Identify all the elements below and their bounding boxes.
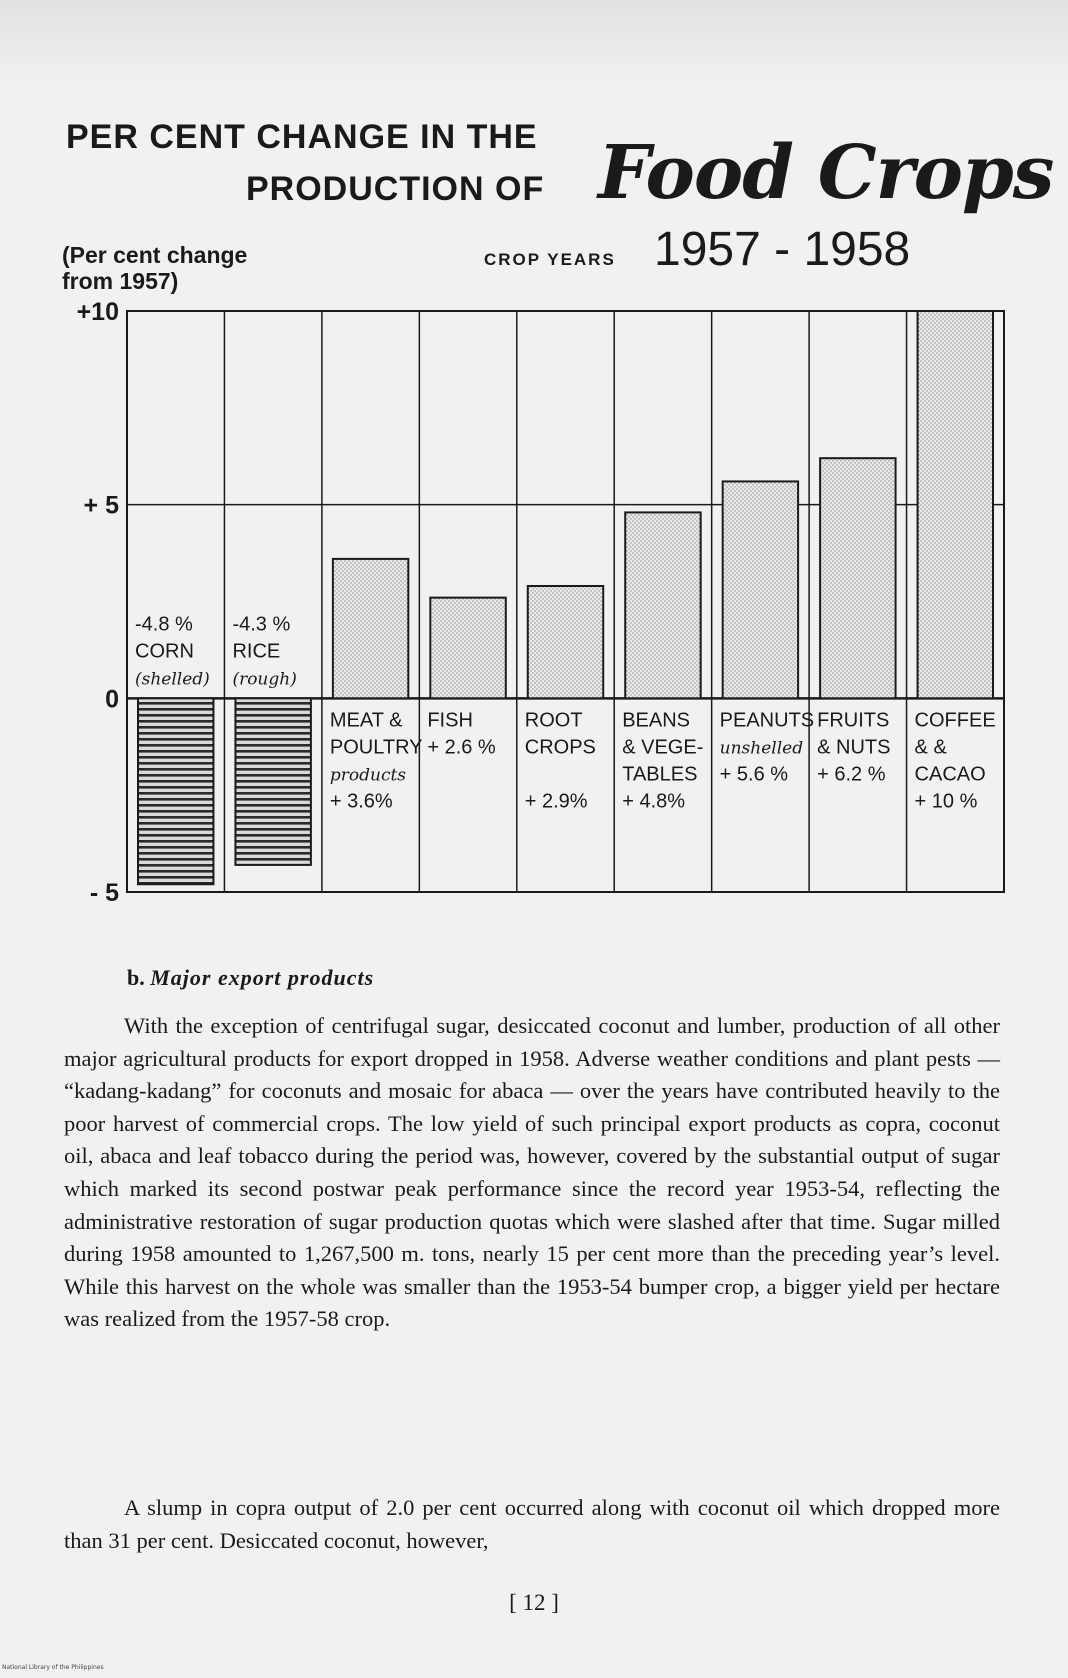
bar-7	[820, 458, 895, 698]
category-label-7-2: + 6.2 %	[817, 763, 886, 786]
section-heading	[127, 965, 374, 991]
category-label-3-1: + 2.6 %	[427, 736, 496, 759]
category-label-3-0: FISH	[427, 709, 473, 732]
section-letter: b.	[127, 965, 145, 990]
y-axis-label-line1: (Per cent change	[62, 242, 248, 268]
y-tick-label-1: + 5	[83, 491, 119, 520]
y-tick-label-0: +10	[76, 298, 119, 326]
category-label-2-3: + 3.6%	[329, 790, 393, 813]
chart-title-line1: PER CENT CHANGE IN THE	[66, 118, 538, 156]
category-label-1-1: RICE	[232, 640, 281, 663]
bar-5	[625, 512, 700, 698]
category-label-6-0: PEANUTS	[719, 709, 815, 732]
y-axis-label-line2: from 1957)	[62, 268, 179, 294]
category-label-8-1: & &	[914, 736, 947, 759]
category-label-0-1: CORN	[135, 640, 194, 663]
y-tick-label-3: - 5	[89, 879, 119, 907]
bar-6	[723, 481, 798, 698]
category-label-4-0: ROOT	[524, 709, 583, 732]
category-label-8-2: CACAO	[914, 763, 986, 786]
chart-ticks	[77, 298, 120, 907]
category-label-7-1: & NUTS	[817, 736, 891, 759]
category-label-1-2: (rough)	[232, 669, 297, 690]
chart-title-script: Food Crops	[598, 130, 1054, 216]
category-label-4-1: CROPS	[524, 736, 596, 759]
bar-1	[235, 698, 310, 865]
category-label-6-1: unshelled	[719, 738, 804, 759]
footer-note: National Library of the Philippines	[2, 1664, 104, 1671]
category-label-5-2: TABLES	[622, 763, 698, 786]
category-label-8-3: + 10 %	[914, 790, 978, 813]
category-label-8-0: COFFEE	[914, 709, 996, 732]
crop-years-value: 1957 - 1958	[654, 223, 911, 276]
category-label-0-2: (shelled)	[135, 669, 210, 690]
crop-years-label: CROP YEARS	[484, 250, 616, 269]
category-label-0-0: -4.8 %	[135, 613, 193, 636]
page-number: [ 12 ]	[509, 1590, 559, 1615]
body-paragraph-2: A slump in copra output of 2.0 per cent occurred along with coconut oil which dropped more than 31 per cent. Desiccated coconut, however,	[64, 1495, 1000, 1553]
category-label-2-0: MEAT &	[329, 709, 403, 732]
category-label-5-1: & VEGE-	[622, 736, 704, 759]
body-paragraph-1: With the exception of centrifugal sugar, desiccated coconut and lumber, production of all other major agricultural products for export dropped in 1958. Adverse weather conditions and plant pests — “kadang-kadang” for coconuts and mosaic for abaca — over the years have contributed heavily to the poor harvest of commercial crops. The low yield of such principal export products as copra, coconut oil, abaca and leaf tobacco during the period was, however, covered by the substantial output of sugar which marked its second postwar peak performance since the record year 1953-54, reflecting the administrative restoration of sugar production quotas which were slashed after that time. Sugar milled during 1958 amounted to 1,267,500 m. tons, nearly 15 per cent more than the preceding year’s level. While this harvest on the whole was smaller than the 1953-54 bumper crop, a bigger yield per hectare was realized from the 1957-58 crop.	[64, 1013, 1000, 1332]
category-label-2-2: products	[329, 765, 407, 786]
bar-2	[333, 559, 408, 698]
y-tick-label-2: 0	[105, 685, 119, 714]
category-label-4-3: + 2.9%	[524, 790, 588, 813]
chart-title-line2: PRODUCTION OF	[246, 170, 545, 208]
category-label-5-0: BEANS	[622, 709, 691, 732]
category-label-6-2: + 5.6 %	[719, 763, 789, 786]
bar-3	[430, 598, 505, 699]
bar-0	[138, 698, 213, 884]
bar-8	[918, 311, 993, 698]
category-label-2-1: POULTRY	[329, 736, 423, 759]
section-title: Major export products	[150, 965, 375, 990]
category-label-1-0: -4.3 %	[232, 613, 291, 636]
category-label-5-3: + 4.8%	[622, 790, 686, 813]
bar-4	[528, 586, 603, 698]
category-label-7-0: FRUITS	[817, 709, 890, 732]
